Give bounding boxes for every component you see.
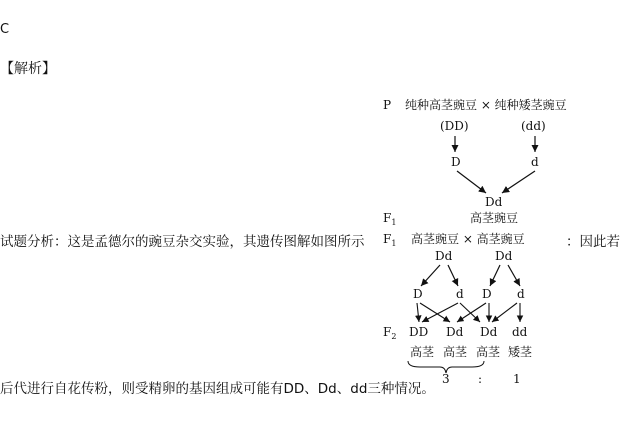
ratio-short: 1 <box>513 372 521 386</box>
explanation-line-1-continued: ：因此若 <box>566 234 620 250</box>
f1-gamete-3: D <box>482 287 492 301</box>
f2-genotype-3: Dd <box>480 325 498 339</box>
f2-cross-arrows <box>417 303 520 322</box>
f1-gamete-4: d <box>517 287 525 301</box>
f1-genotype: Dd <box>485 195 503 209</box>
explanation-line-2: 后代进行自花传粉，则受精卵的基因组成可能有DD、Dd、dd三种情况。 <box>0 381 435 397</box>
p-generation-label: P <box>383 98 392 112</box>
p-gamete-dominant: D <box>451 155 461 169</box>
f2-label: $F_2$ <box>383 325 397 341</box>
arrow-parent-right-D <box>490 265 500 286</box>
f1-phenotype: 高茎豌豆 <box>470 211 519 225</box>
p-cross-text: 纯种高茎豌豆 × 纯种矮茎豌豆 <box>405 98 567 112</box>
p-genotype-dd-dominant: (DD) <box>440 119 469 133</box>
f1-self-cross: 高茎豌豆 × 高茎豌豆 <box>411 232 525 246</box>
arrow-parent-left-d <box>448 265 458 286</box>
explanation-line-1: 试题分析：这是孟德尔的豌豆杂交实验，其遗传图解如图所示 <box>0 234 365 250</box>
arrow-parent-right-d <box>508 265 520 286</box>
f2-phenotype-2: 高茎 <box>443 345 468 359</box>
arrow-gamete-left <box>457 171 486 193</box>
ratio-colon: : <box>478 372 483 386</box>
f2-phenotype-1: 高茎 <box>410 345 435 359</box>
p-genotype-dd-recessive: (dd) <box>521 119 546 133</box>
arrow-parent-left-D <box>421 265 440 286</box>
f1-parent-left: Dd <box>435 249 453 263</box>
f1-self-label: $F_1$ <box>383 232 397 248</box>
f1-label: $F_1$ <box>383 211 397 227</box>
arrow-gamete-right <box>502 171 535 193</box>
answer-text: C <box>0 22 10 37</box>
f1-gamete-1: D <box>413 287 423 301</box>
f1-gamete-2: d <box>456 287 464 301</box>
f2-phenotype-4: 矮茎 <box>508 345 533 359</box>
p-gamete-recessive: d <box>531 155 539 169</box>
section-title: 【解析】 <box>0 61 56 77</box>
f2-genotype-4: dd <box>512 325 528 339</box>
f1-parent-right: Dd <box>495 249 513 263</box>
ratio-tall: 3 <box>442 372 450 386</box>
f2-phenotype-3: 高茎 <box>476 345 501 359</box>
f2-genotype-1: DD <box>409 325 429 339</box>
f2-genotype-2: Dd <box>446 325 464 339</box>
